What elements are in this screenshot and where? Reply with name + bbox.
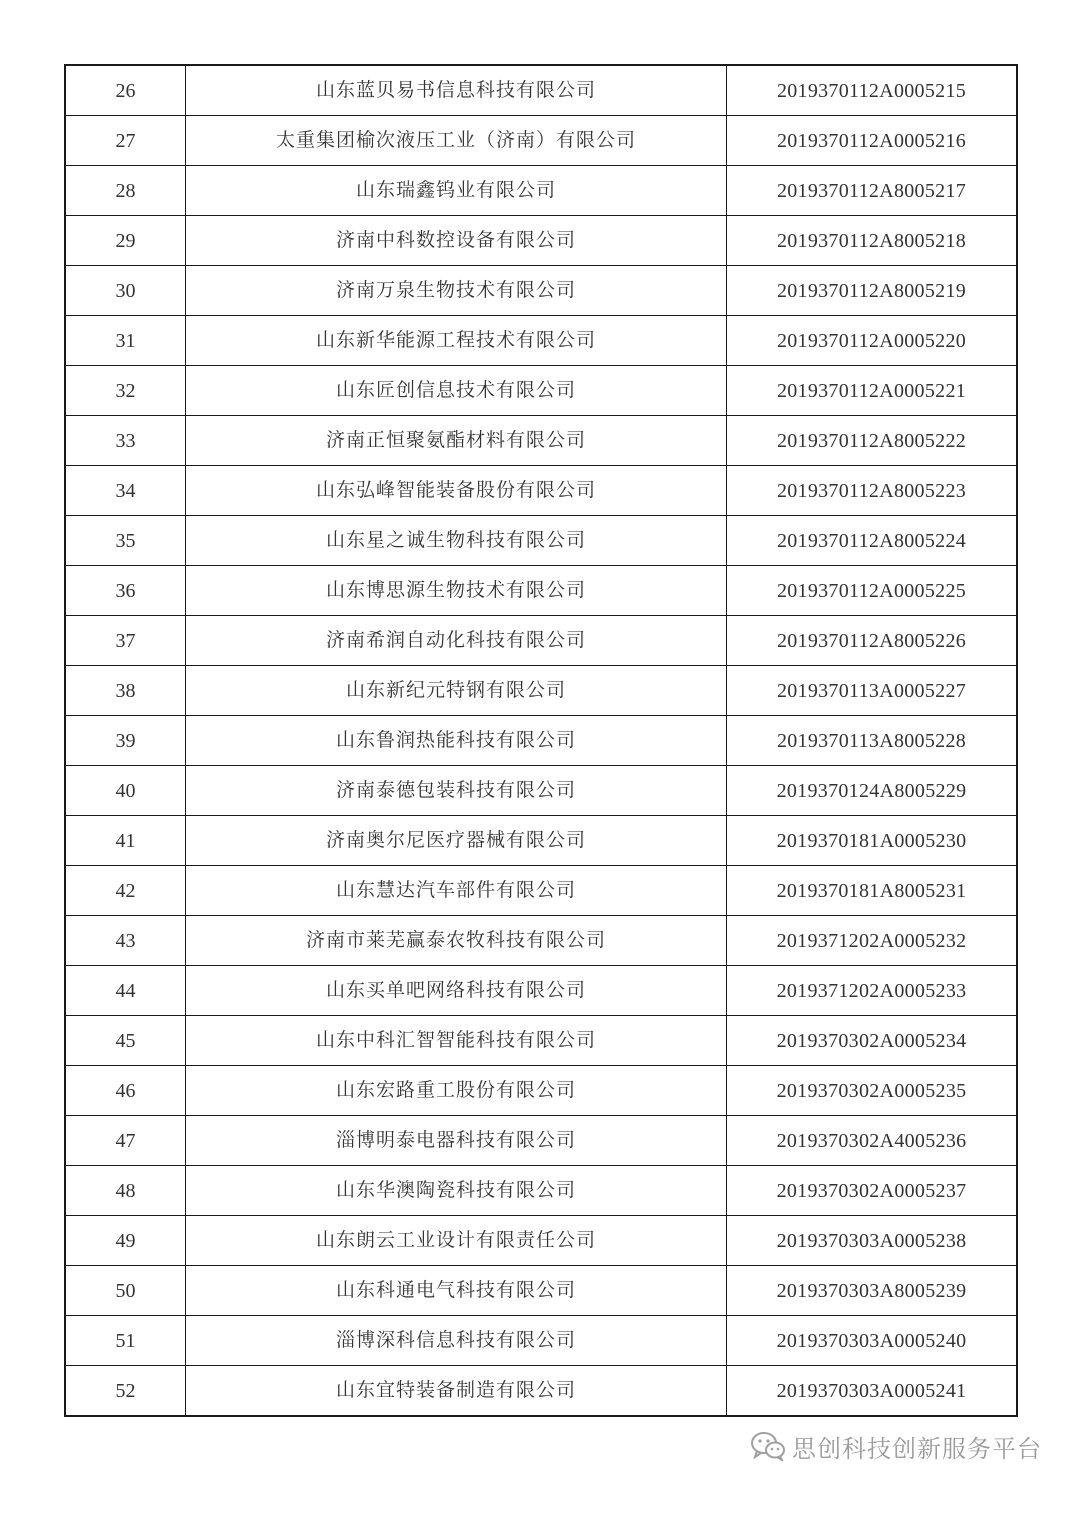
row-number-cell: 31	[65, 316, 186, 366]
company-name-cell: 济南奥尔尼医疗器械有限公司	[186, 816, 727, 866]
company-name-cell: 山东慧达汽车部件有限公司	[186, 866, 727, 916]
row-number-cell: 51	[65, 1316, 186, 1366]
company-name-cell: 济南万泉生物技术有限公司	[186, 266, 727, 316]
company-name-cell: 济南市莱芜赢泰农牧科技有限公司	[186, 916, 727, 966]
registration-code-cell: 2019370302A4005236	[727, 1116, 1018, 1166]
company-name-cell: 山东华澳陶瓷科技有限公司	[186, 1166, 727, 1216]
table-row	[65, 1266, 1017, 1316]
row-number-cell: 37	[65, 616, 186, 666]
table-row	[65, 1066, 1017, 1116]
table-row	[65, 666, 1017, 716]
company-name-cell: 山东弘峰智能装备股份有限公司	[186, 466, 727, 516]
company-name-cell: 山东新华能源工程技术有限公司	[186, 316, 727, 366]
registration-code-cell: 2019370112A0005225	[727, 566, 1018, 616]
company-name-cell: 山东瑞鑫钨业有限公司	[186, 166, 727, 216]
table-row	[65, 816, 1017, 866]
watermark	[750, 1428, 1042, 1464]
row-number-cell: 41	[65, 816, 186, 866]
row-number-cell: 35	[65, 516, 186, 566]
table-row	[65, 1316, 1017, 1366]
row-number-cell: 30	[65, 266, 186, 316]
company-name-cell: 山东买单吧网络科技有限公司	[186, 966, 727, 1016]
row-number-cell: 45	[65, 1016, 186, 1066]
registration-code-cell: 2019370113A0005227	[727, 666, 1018, 716]
table-row	[65, 166, 1017, 216]
registration-code-cell: 2019370303A0005241	[727, 1366, 1018, 1417]
registration-code-cell: 2019370112A8005226	[727, 616, 1018, 666]
registration-code-cell: 2019370302A0005235	[727, 1066, 1018, 1116]
row-number-cell: 28	[65, 166, 186, 216]
registration-code-cell: 2019370303A0005238	[727, 1216, 1018, 1266]
company-name-cell: 山东鲁润热能科技有限公司	[186, 716, 727, 766]
registration-code-cell: 2019370112A0005215	[727, 65, 1018, 116]
row-number-cell: 52	[65, 1366, 186, 1417]
table-row	[65, 1216, 1017, 1266]
table-row	[65, 766, 1017, 816]
table-row	[65, 416, 1017, 466]
company-name-cell: 济南正恒聚氨酯材料有限公司	[186, 416, 727, 466]
row-number-cell: 33	[65, 416, 186, 466]
registration-code-cell: 2019370112A8005219	[727, 266, 1018, 316]
row-number-cell: 50	[65, 1266, 186, 1316]
company-name-cell: 济南希润自动化科技有限公司	[186, 616, 727, 666]
registration-code-cell: 2019370112A8005223	[727, 466, 1018, 516]
table-row	[65, 266, 1017, 316]
table-row	[65, 466, 1017, 516]
table-row	[65, 966, 1017, 1016]
row-number-cell: 43	[65, 916, 186, 966]
row-number-cell: 27	[65, 116, 186, 166]
company-name-cell: 山东宏路重工股份有限公司	[186, 1066, 727, 1116]
table-row	[65, 866, 1017, 916]
table-row	[65, 65, 1017, 116]
table-row	[65, 916, 1017, 966]
table-row	[65, 1166, 1017, 1216]
row-number-cell: 48	[65, 1166, 186, 1216]
registration-code-cell: 2019370302A0005234	[727, 1016, 1018, 1066]
registration-code-cell: 2019371202A0005233	[727, 966, 1018, 1016]
table-body	[65, 65, 1017, 1416]
table-row	[65, 566, 1017, 616]
registration-code-cell: 2019370303A0005240	[727, 1316, 1018, 1366]
table-row	[65, 366, 1017, 416]
table-row	[65, 716, 1017, 766]
registration-code-cell: 2019370303A8005239	[727, 1266, 1018, 1316]
registration-code-cell: 2019370302A0005237	[727, 1166, 1018, 1216]
registration-code-cell: 2019370124A8005229	[727, 766, 1018, 816]
registry-table	[64, 64, 1018, 1417]
registration-code-cell: 2019370181A0005230	[727, 816, 1018, 866]
row-number-cell: 44	[65, 966, 186, 1016]
company-name-cell: 太重集团榆次液压工业（济南）有限公司	[186, 116, 727, 166]
company-name-cell: 济南中科数控设备有限公司	[186, 216, 727, 266]
table-row	[65, 316, 1017, 366]
company-name-cell: 山东朗云工业设计有限责任公司	[186, 1216, 727, 1266]
registration-code-cell: 2019370113A8005228	[727, 716, 1018, 766]
row-number-cell: 29	[65, 216, 186, 266]
row-number-cell: 42	[65, 866, 186, 916]
registration-code-cell: 2019370181A8005231	[727, 866, 1018, 916]
registration-code-cell: 2019370112A0005216	[727, 116, 1018, 166]
table-row	[65, 1016, 1017, 1066]
company-name-cell: 山东科通电气科技有限公司	[186, 1266, 727, 1316]
table-row	[65, 516, 1017, 566]
row-number-cell: 46	[65, 1066, 186, 1116]
table-row	[65, 1116, 1017, 1166]
company-name-cell: 山东中科汇智智能科技有限公司	[186, 1016, 727, 1066]
wechat-icon	[750, 1431, 786, 1461]
watermark-text: 思创科技创新服务平台	[792, 1434, 1042, 1463]
registration-code-cell: 2019370112A8005222	[727, 416, 1018, 466]
company-name-cell: 山东新纪元特钢有限公司	[186, 666, 727, 716]
table-row	[65, 616, 1017, 666]
row-number-cell: 39	[65, 716, 186, 766]
company-name-cell: 山东匠创信息技术有限公司	[186, 366, 727, 416]
registration-code-cell: 2019370112A8005224	[727, 516, 1018, 566]
registration-code-cell: 2019370112A8005217	[727, 166, 1018, 216]
company-name-cell: 淄博明泰电器科技有限公司	[186, 1116, 727, 1166]
row-number-cell: 38	[65, 666, 186, 716]
company-name-cell: 山东博思源生物技术有限公司	[186, 566, 727, 616]
row-number-cell: 34	[65, 466, 186, 516]
row-number-cell: 47	[65, 1116, 186, 1166]
registration-code-cell: 2019370112A8005218	[727, 216, 1018, 266]
company-name-cell: 淄博深科信息科技有限公司	[186, 1316, 727, 1366]
row-number-cell: 32	[65, 366, 186, 416]
company-name-cell: 山东宜特装备制造有限公司	[186, 1366, 727, 1417]
row-number-cell: 40	[65, 766, 186, 816]
table-row	[65, 1366, 1017, 1417]
company-name-cell: 山东蓝贝易书信息科技有限公司	[186, 65, 727, 116]
registration-code-cell: 2019371202A0005232	[727, 916, 1018, 966]
row-number-cell: 26	[65, 65, 186, 116]
registration-code-cell: 2019370112A0005221	[727, 366, 1018, 416]
row-number-cell: 36	[65, 566, 186, 616]
table-row	[65, 216, 1017, 266]
company-name-cell: 济南泰德包装科技有限公司	[186, 766, 727, 816]
row-number-cell: 49	[65, 1216, 186, 1266]
registration-code-cell: 2019370112A0005220	[727, 316, 1018, 366]
company-name-cell: 山东星之诚生物科技有限公司	[186, 516, 727, 566]
table-row	[65, 116, 1017, 166]
